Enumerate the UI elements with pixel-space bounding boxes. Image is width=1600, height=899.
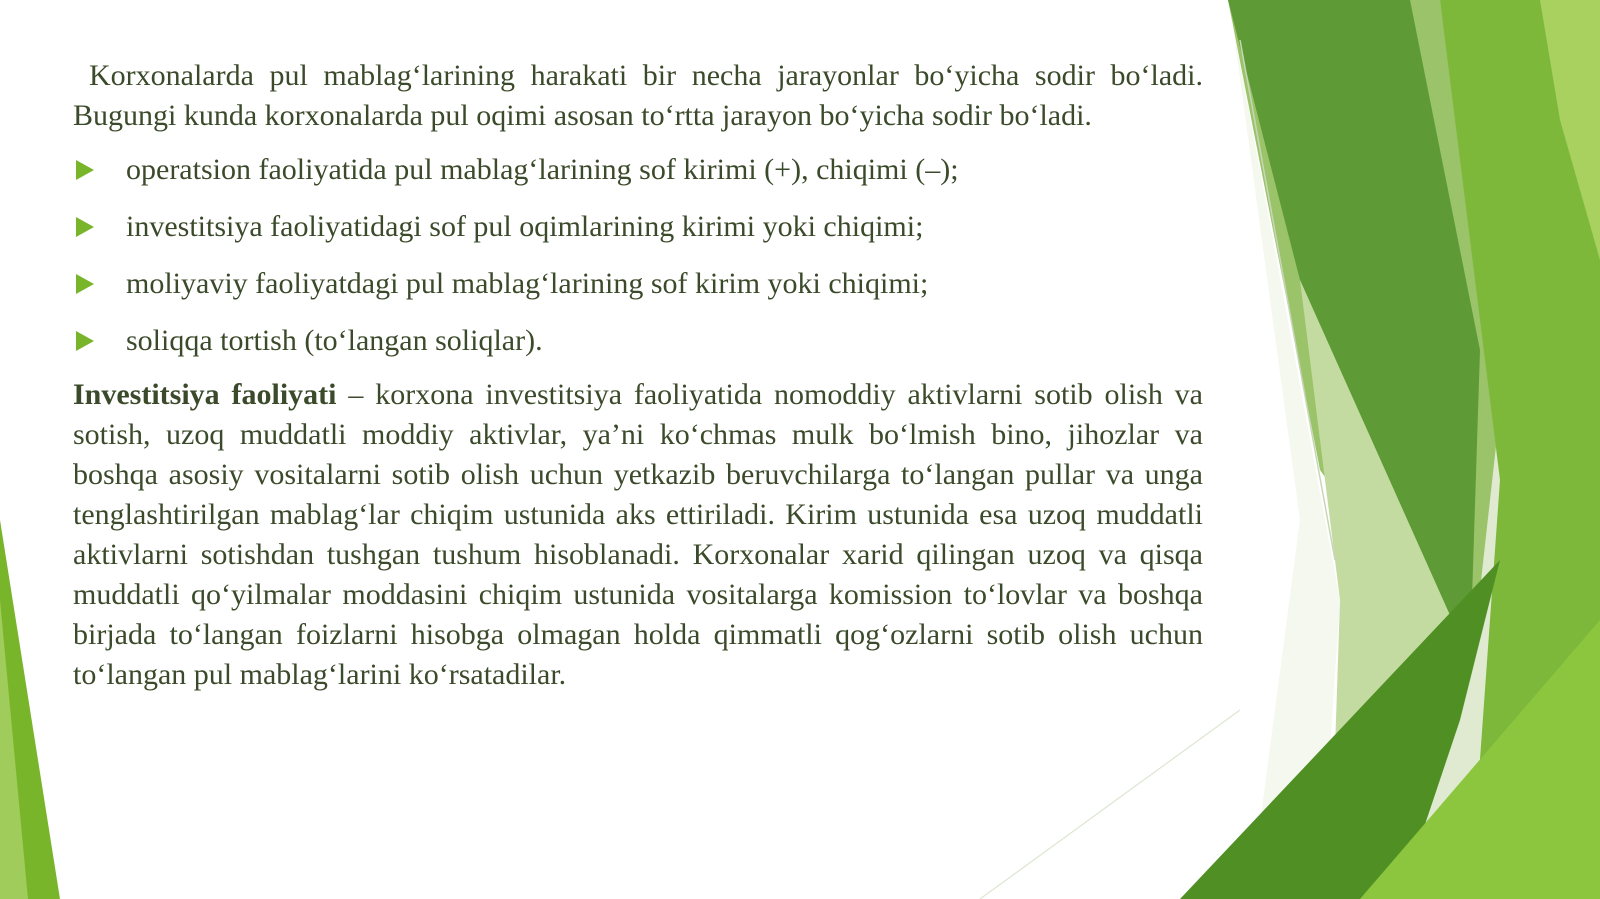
triangle-bullet-icon bbox=[76, 217, 94, 237]
list-item-text: soliqqa tortish (to‘langan soliqlar). bbox=[126, 324, 543, 357]
list-item-text: investitsiya faoliyatidagi sof pul oqimlarining kirimi yoki chiqimi; bbox=[126, 210, 924, 243]
facet-thin-line-bottom bbox=[980, 710, 1240, 899]
triangle-bullet-icon bbox=[76, 331, 94, 351]
triangle-bullet-icon bbox=[76, 274, 94, 294]
definition-term: Investitsiya faoliyati bbox=[73, 378, 337, 411]
list-item-text: operatsion faoliyatida pul mablag‘larining sof kirimi (+), chiqimi (–); bbox=[126, 153, 959, 186]
list-item bbox=[73, 207, 1203, 247]
definition-paragraph bbox=[73, 375, 1203, 695]
list-item bbox=[73, 150, 1203, 190]
cash-flow-process-list bbox=[73, 150, 1203, 361]
triangle-bullet-icon bbox=[76, 160, 94, 180]
list-item bbox=[73, 264, 1203, 304]
list-item-text: moliyaviy faoliyatdagi pul mablag‘larining sof kirim yoki chiqimi; bbox=[126, 267, 929, 300]
list-item bbox=[73, 321, 1203, 361]
intro-paragraph: Korxonalarda pul mablag‘larining harakati bir necha jarayonlar bo‘yicha sodir bo‘ladi. Bugungi kunda korxonalarda pul oqimi asosan to‘rtta jarayon bo‘yicha sodir bo‘ladi. bbox=[73, 59, 1203, 132]
definition-body: – korxona investitsiya faoliyatida nomoddiy aktivlarni sotib olish va sotish, uzoq muddatli moddiy aktivlar, ya’ni ko‘chmas mulk bo‘lmish bino, jihozlar va boshqa asosiy vositalarni sotib olish uchun yetkazib beruvchilarga to‘langan pullar va unga tenglashtirilgan mablag‘lar chiqim ustunida aks ettiriladi. Kirim ustunida esa uzoq muddatli aktivlarni sotishdan tushgan tushum hisoblanadi. Korxonalar xarid qilingan uzoq va qisqa muddatli qo‘yilmalar moddasini chiqim ustunida vositalarga komission to‘lovlar va boshqa birjada to‘langan foizlarni hisobga olmagan holda qimmatli qog‘ozlarni sotib olish uchun to‘langan pul mablag‘larini ko‘rsatadilar. bbox=[73, 378, 1203, 691]
slide-content bbox=[73, 56, 1203, 695]
